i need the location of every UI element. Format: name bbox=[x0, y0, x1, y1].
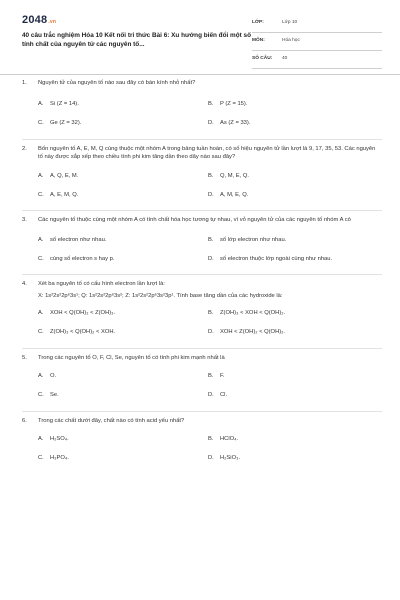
option-letter: B. bbox=[208, 236, 214, 243]
question-list bbox=[0, 80, 400, 469]
document-title: 40 câu trắc nghiệm Hóa 10 Kết nối tri thức Bài 6: Xu hướng biến đổi một số tính chất của nguyên tử các nguyên tố... bbox=[22, 32, 251, 48]
option-text: Ge (Z = 32). bbox=[50, 120, 82, 127]
option-d[interactable] bbox=[208, 250, 378, 269]
question-text: Trong các chất dưới đây, chất nào có tính acid yếu nhất? bbox=[38, 417, 185, 424]
meta-table bbox=[252, 15, 382, 69]
question-text: Nguyên tử của nguyên tố nào sau đây có bán kính nhỏ nhất? bbox=[38, 80, 196, 86]
option-a[interactable] bbox=[38, 231, 208, 250]
question-6 bbox=[22, 418, 382, 469]
option-letter: C. bbox=[38, 255, 44, 262]
question-divider bbox=[22, 210, 382, 211]
option-text: A, Q, E, M. bbox=[50, 173, 79, 180]
option-text: Si (Z = 14). bbox=[50, 101, 79, 108]
option-text: số electron như nhau. bbox=[50, 236, 107, 243]
option-letter: C. bbox=[38, 192, 44, 199]
option-text: As (Z = 33). bbox=[220, 120, 251, 127]
option-text: Z(OH)₃ < Q(OH)₂ < XOH. bbox=[50, 329, 116, 336]
options bbox=[38, 167, 378, 205]
meta-value: 40 bbox=[282, 56, 288, 62]
option-a[interactable] bbox=[38, 305, 208, 324]
meta-key: MÔN: bbox=[252, 38, 265, 44]
option-letter: D. bbox=[208, 255, 214, 262]
option-b[interactable] bbox=[208, 368, 378, 387]
electron-configurations: X: 1s²2s²2p⁶3s¹; Q: 1s²2s²2p⁶3s²; Z: 1s²2s²2p⁶3s²3p¹. Tính base tăng dần của các hydroxide là: bbox=[38, 293, 283, 300]
option-text: Z(OH)₃ < XOH < Q(OH)₂. bbox=[220, 310, 286, 317]
option-letter: C. bbox=[38, 455, 44, 462]
question-3 bbox=[22, 217, 382, 269]
option-d[interactable] bbox=[208, 324, 378, 343]
option-text: XOH < Q(OH)₂ < Z(OH)₃. bbox=[50, 310, 116, 317]
option-text: Q, M, E, Q. bbox=[220, 173, 249, 180]
question-4 bbox=[22, 281, 382, 343]
question-divider bbox=[22, 411, 382, 412]
option-text: F. bbox=[220, 373, 225, 380]
option-c[interactable] bbox=[38, 250, 208, 269]
option-text: Se. bbox=[50, 392, 59, 399]
option-text: H₂SiO₃. bbox=[220, 455, 241, 462]
option-letter: D. bbox=[208, 455, 214, 462]
options bbox=[38, 305, 378, 343]
meta-value: Hóa học bbox=[282, 38, 300, 44]
option-letter: B. bbox=[208, 373, 214, 380]
option-letter: A. bbox=[38, 373, 44, 380]
option-letter: B. bbox=[208, 101, 214, 108]
option-text: A, M, E, Q. bbox=[220, 192, 249, 199]
option-letter: A. bbox=[38, 310, 44, 317]
option-text: H₂SO₄. bbox=[50, 436, 69, 443]
option-letter: B. bbox=[208, 310, 214, 317]
option-letter: C. bbox=[38, 392, 44, 399]
option-b[interactable] bbox=[208, 231, 378, 250]
option-a[interactable] bbox=[38, 167, 208, 186]
option-letter: A. bbox=[38, 101, 44, 108]
question-divider bbox=[22, 348, 382, 349]
option-d[interactable] bbox=[208, 387, 378, 406]
question-number: 3. bbox=[22, 217, 27, 224]
question-number: 6. bbox=[22, 417, 27, 424]
option-letter: A. bbox=[38, 236, 44, 243]
meta-key: SỐ CÂU: bbox=[252, 56, 273, 62]
options bbox=[38, 431, 378, 469]
option-letter: B. bbox=[208, 173, 214, 180]
option-letter: C. bbox=[38, 120, 44, 127]
option-a[interactable] bbox=[38, 431, 208, 450]
option-b[interactable] bbox=[208, 305, 378, 324]
option-b[interactable] bbox=[208, 167, 378, 186]
logo-suffix: .vn bbox=[48, 19, 57, 25]
option-letter: B. bbox=[208, 436, 214, 443]
question-number: 5. bbox=[22, 354, 27, 361]
option-letter: A. bbox=[38, 173, 44, 180]
option-c[interactable] bbox=[38, 450, 208, 469]
option-d[interactable] bbox=[208, 115, 378, 134]
option-text: cùng số electron s hay p. bbox=[50, 255, 115, 262]
question-text: Bốn nguyên tố A, E, M, Q cùng thuộc một nhóm A trong bảng tuần hoàn, có số hiệu nguyên tử lần lượt là 9, 17, 35, 53. Các nguyên tố này được sắp xếp theo chiều tính phi kim tăng dần theo dãy nào sau đây? bbox=[38, 145, 376, 160]
question-1 bbox=[22, 80, 382, 134]
option-text: số lớp electron như nhau. bbox=[220, 236, 287, 243]
option-letter: D. bbox=[208, 120, 214, 127]
option-text: O. bbox=[50, 373, 57, 380]
meta-value: Lớp 10 bbox=[282, 20, 298, 26]
options bbox=[38, 368, 378, 406]
option-text: P (Z = 15). bbox=[220, 101, 248, 108]
option-text: Cl. bbox=[220, 392, 228, 399]
meta-row-count bbox=[252, 51, 382, 69]
question-divider bbox=[22, 139, 382, 140]
option-text: A, E, M, Q. bbox=[50, 192, 79, 199]
site-logo[interactable] bbox=[22, 13, 56, 28]
option-d[interactable] bbox=[208, 450, 378, 469]
meta-row-class bbox=[252, 15, 382, 33]
header-divider bbox=[0, 74, 400, 75]
question-number: 4. bbox=[22, 281, 27, 288]
options bbox=[38, 96, 378, 134]
options bbox=[38, 231, 378, 269]
page-header bbox=[0, 0, 400, 70]
question-text: Xét ba nguyên tố có cấu hình electron lần lượt là: bbox=[38, 281, 165, 288]
question-number: 1. bbox=[22, 80, 27, 86]
question-divider bbox=[22, 274, 382, 275]
option-c[interactable] bbox=[38, 115, 208, 134]
option-letter: C. bbox=[38, 329, 44, 336]
option-letter: A. bbox=[38, 436, 44, 443]
question-text: Trong các nguyên tố O, F, Cl, Se, nguyên tố có tính phi kim mạnh nhất là bbox=[38, 354, 225, 361]
option-b[interactable] bbox=[208, 431, 378, 450]
option-a[interactable] bbox=[38, 96, 208, 115]
question-2 bbox=[22, 146, 382, 206]
option-text: số electron thuộc lớp ngoài cùng như nhau. bbox=[220, 255, 333, 262]
meta-row-subject bbox=[252, 33, 382, 51]
option-d[interactable] bbox=[208, 186, 378, 205]
option-c[interactable] bbox=[38, 387, 208, 406]
meta-key: LỚP: bbox=[252, 20, 264, 26]
option-a[interactable] bbox=[38, 368, 208, 387]
option-text: H₃PO₄. bbox=[50, 455, 69, 462]
option-letter: D. bbox=[208, 329, 214, 336]
question-5 bbox=[22, 355, 382, 406]
question-text: Các nguyên tố thuộc cùng một nhóm A có tính chất hóa học tương tự nhau, vì vỏ nguyên tử của các nguyên tố nhóm A có bbox=[38, 217, 351, 224]
logo-main: 2048 bbox=[22, 14, 48, 26]
option-text: HClO₄. bbox=[220, 436, 239, 443]
option-letter: D. bbox=[208, 192, 214, 199]
option-b[interactable] bbox=[208, 96, 378, 115]
option-text: XOH < Z(OH)₂ < Q(OH)₂. bbox=[220, 329, 286, 336]
option-c[interactable] bbox=[38, 186, 208, 205]
option-letter: D. bbox=[208, 392, 214, 399]
question-number: 2. bbox=[22, 145, 27, 152]
option-c[interactable] bbox=[38, 324, 208, 343]
